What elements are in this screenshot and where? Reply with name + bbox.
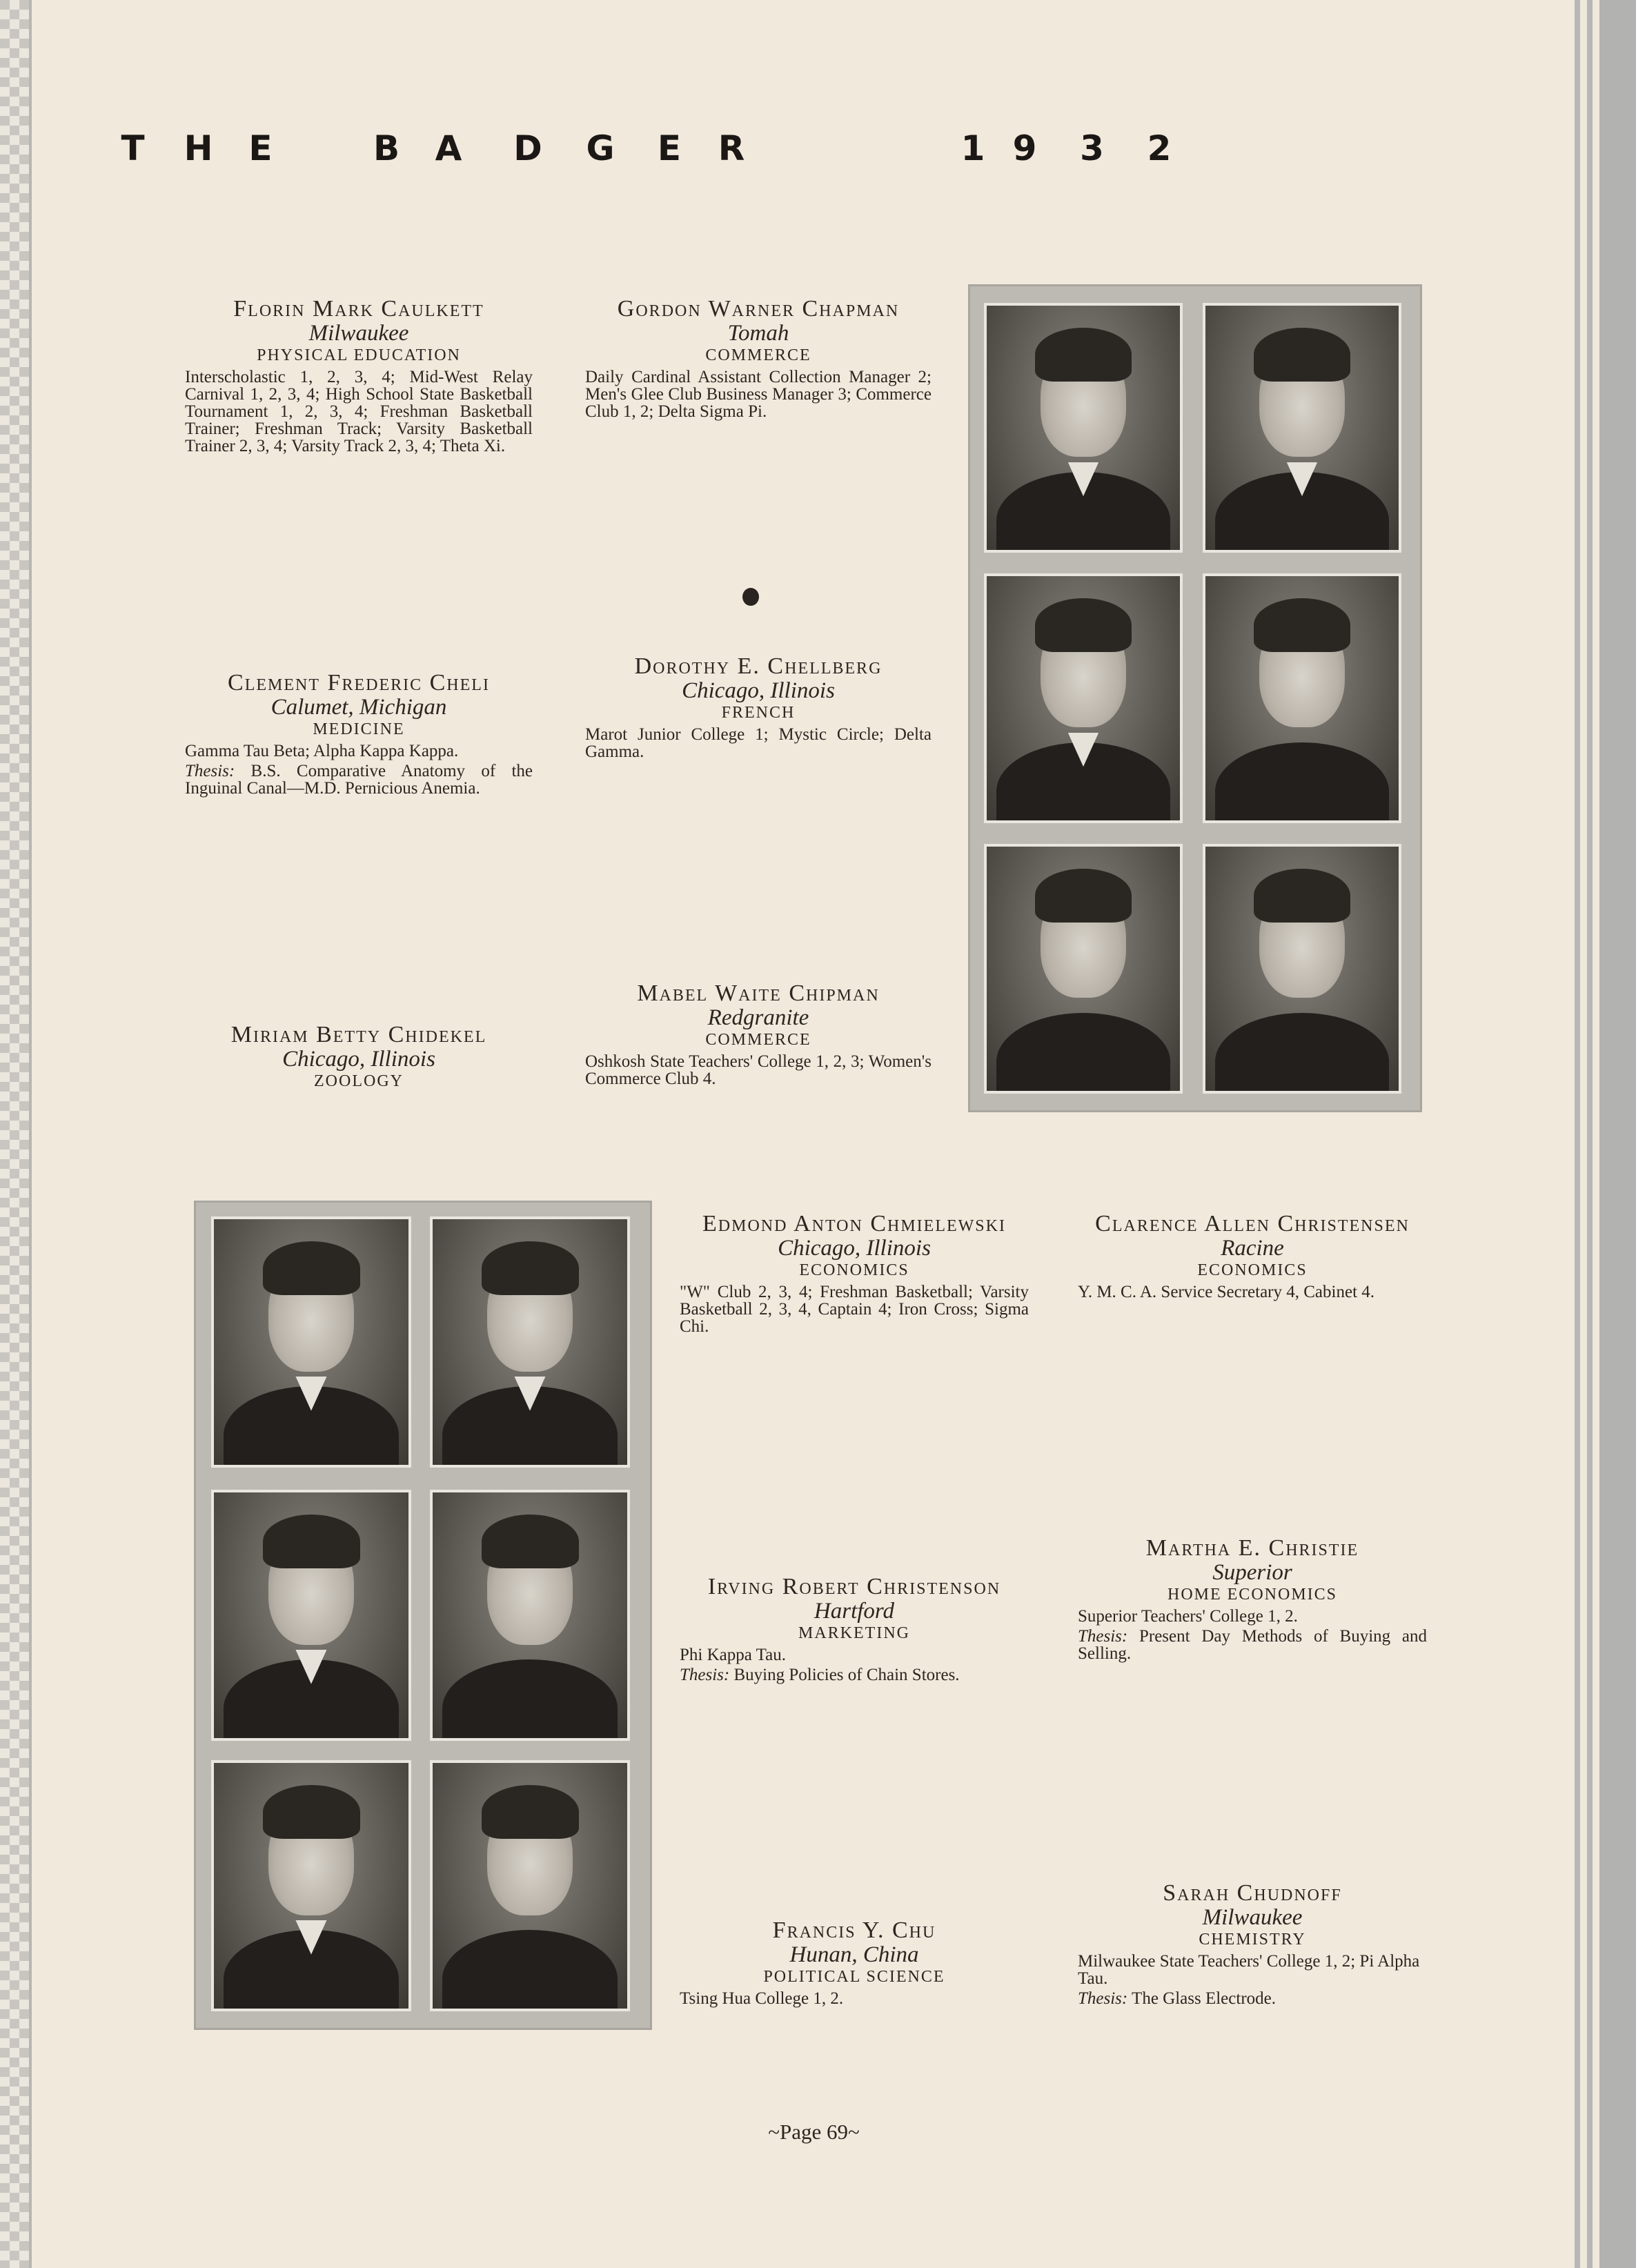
- student-activities: Interscholastic 1, 2, 3, 4; Mid-West Relay Carnival 1, 2, 3, 4; High School State Basketball Tournament 1, 2, 3, 4; Freshman Basketball Trainer; Freshman Track; Varsity Basketball Trainer 2, 3, 4; Varsity Track 2, 3, 4; Theta Xi.: [185, 368, 533, 455]
- thesis-label: Thesis:: [1078, 1989, 1128, 2008]
- student-department: HOME ECONOMICS: [1167, 1586, 1337, 1604]
- student-entry: [185, 297, 533, 455]
- thesis-text: The Glass Electrode.: [1132, 1989, 1276, 2008]
- student-activities: Marot Junior College 1; Mystic Circle; Delta Gamma.: [585, 725, 932, 761]
- ink-dot: [742, 588, 759, 606]
- year-digit: 9: [1012, 128, 1037, 168]
- student-entry: [1078, 1881, 1427, 2007]
- portrait-photo: [211, 1216, 411, 1468]
- student-activities: Milwaukee State Teachers' College 1, 2; Pi Alpha Tau.: [1078, 1952, 1420, 1988]
- page-header-title: [107, 128, 283, 177]
- student-entry: [680, 1575, 1029, 1684]
- student-activities: Phi Kappa Tau.: [680, 1646, 787, 1664]
- student-name: Florin Mark Caulkett: [233, 296, 484, 322]
- student-department: POLITICAL SCIENCE: [763, 1968, 945, 1986]
- student-name: Irving Robert Christenson: [707, 1574, 1001, 1599]
- student-name: Dorothy E. Chellberg: [634, 653, 883, 679]
- portrait-photo: [1203, 573, 1401, 823]
- decorative-left-border: [0, 0, 32, 2268]
- student-department: COMMERCE: [705, 1031, 811, 1049]
- header-letter: B: [373, 128, 400, 168]
- page-header-year: [956, 128, 1194, 177]
- student-activities: Daily Cardinal Assistant Collection Manager 2; Men's Glee Club Business Manager 3; Commerce Club 1, 2; Delta Sigma Pi.: [585, 368, 932, 421]
- header-letter: H: [184, 128, 213, 168]
- student-thesis: [1078, 1990, 1427, 2007]
- student-hometown: Chicago, Illinois: [282, 1047, 435, 1072]
- portrait-photo: [211, 1760, 411, 2011]
- thesis-text: Buying Policies of Chain Stores.: [733, 1666, 960, 1684]
- student-name: Martha E. Christie: [1145, 1535, 1359, 1561]
- thesis-label: Thesis:: [680, 1666, 730, 1684]
- portrait-photo: [984, 573, 1183, 823]
- thesis-label: Thesis:: [185, 762, 235, 780]
- page-header-title-2: [366, 128, 759, 177]
- student-hometown: Milwaukee: [1202, 1905, 1303, 1930]
- portrait-photo: [984, 303, 1183, 553]
- portrait-photo: [211, 1490, 411, 1741]
- thesis-text: B.S. Comparative Anatomy of the Inguinal Canal—M.D. Pernicious Anemia.: [185, 762, 533, 798]
- header-letter: E: [248, 128, 273, 168]
- student-name: Francis Y. Chu: [772, 1917, 936, 1943]
- portrait-photo: [430, 1760, 630, 2011]
- portrait-photo: [984, 844, 1183, 1094]
- year-digit: 1: [960, 128, 985, 168]
- portrait-photo: [430, 1216, 630, 1468]
- student-entry: [185, 1023, 533, 1092]
- student-name: Clement Frederic Cheli: [228, 670, 490, 696]
- student-entry: [585, 981, 932, 1087]
- student-department: COMMERCE: [705, 346, 811, 364]
- student-department: FRENCH: [721, 704, 796, 722]
- header-letter: T: [121, 128, 145, 168]
- page-number-label: ~Page 69~: [768, 2120, 860, 2144]
- student-department: MARKETING: [798, 1624, 910, 1642]
- student-name: Edmond Anton Chmielewski: [702, 1211, 1006, 1236]
- decorative-right-border: [1572, 0, 1636, 2268]
- student-entry: [185, 671, 533, 797]
- header-letter: D: [513, 128, 542, 168]
- student-entry: [680, 1212, 1029, 1335]
- student-hometown: Tomah: [727, 321, 789, 346]
- page-number: [0, 2120, 1636, 2144]
- student-hometown: Calumet, Michigan: [270, 695, 447, 720]
- thesis-label: Thesis:: [1078, 1627, 1128, 1646]
- portrait-panel-top: [968, 284, 1422, 1112]
- year-digit: 2: [1147, 128, 1172, 168]
- portrait-photo: [430, 1490, 630, 1741]
- header-letter: E: [657, 128, 682, 168]
- student-name: Sarah Chudnoff: [1163, 1880, 1342, 1906]
- student-hometown: Redgranite: [707, 1005, 809, 1030]
- student-entry: [1078, 1212, 1427, 1301]
- student-hometown: Superior: [1212, 1560, 1292, 1585]
- student-activities: Y. M. C. A. Service Secretary 4, Cabinet 4.: [1078, 1283, 1375, 1301]
- student-hometown: Chicago, Illinois: [682, 678, 835, 703]
- portrait-photo: [1203, 844, 1401, 1094]
- student-activities: Superior Teachers' College 1, 2.: [1078, 1607, 1298, 1626]
- student-activities: Gamma Tau Beta; Alpha Kappa Kappa.: [185, 742, 459, 760]
- portrait-panel-bottom: [194, 1201, 652, 2030]
- student-thesis: [185, 762, 533, 797]
- header-letter: A: [435, 128, 462, 168]
- student-department: CHEMISTRY: [1199, 1931, 1306, 1949]
- student-hometown: Hartford: [814, 1599, 895, 1624]
- student-entry: [680, 1918, 1029, 2007]
- student-department: ZOOLOGY: [314, 1072, 404, 1090]
- student-entry: [585, 654, 932, 760]
- student-hometown: Chicago, Illinois: [778, 1236, 931, 1261]
- student-name: Miriam Betty Chidekel: [230, 1022, 487, 1047]
- student-activities: "W" Club 2, 3, 4; Freshman Basketball; Varsity Basketball 2, 3, 4, Captain 4; Iron Cross; Sigma Chi.: [680, 1283, 1029, 1336]
- student-department: MEDICINE: [313, 720, 405, 738]
- student-activities: Tsing Hua College 1, 2.: [680, 1989, 844, 2008]
- header-letter: G: [586, 128, 615, 168]
- student-entry: [1078, 1536, 1427, 1662]
- student-activities: Oshkosh State Teachers' College 1, 2, 3; Women's Commerce Club 4.: [585, 1052, 932, 1088]
- student-thesis: [1078, 1628, 1427, 1662]
- portrait-photo: [1203, 303, 1401, 553]
- student-thesis: [680, 1666, 1029, 1684]
- student-department: ECONOMICS: [799, 1261, 909, 1279]
- student-name: Gordon Warner Chapman: [617, 296, 900, 322]
- student-hometown: Hunan, China: [789, 1942, 919, 1967]
- student-name: Mabel Waite Chipman: [637, 980, 880, 1006]
- student-department: PHYSICAL EDUCATION: [257, 346, 461, 364]
- student-name: Clarence Allen Christensen: [1095, 1211, 1410, 1236]
- thesis-text: Present Day Methods of Buying and Selling.: [1078, 1627, 1427, 1663]
- year-digit: 3: [1080, 128, 1104, 168]
- student-entry: [585, 297, 932, 420]
- header-letter: R: [718, 128, 745, 168]
- student-hometown: Racine: [1221, 1236, 1284, 1261]
- student-hometown: Milwaukee: [308, 321, 409, 346]
- student-department: ECONOMICS: [1197, 1261, 1308, 1279]
